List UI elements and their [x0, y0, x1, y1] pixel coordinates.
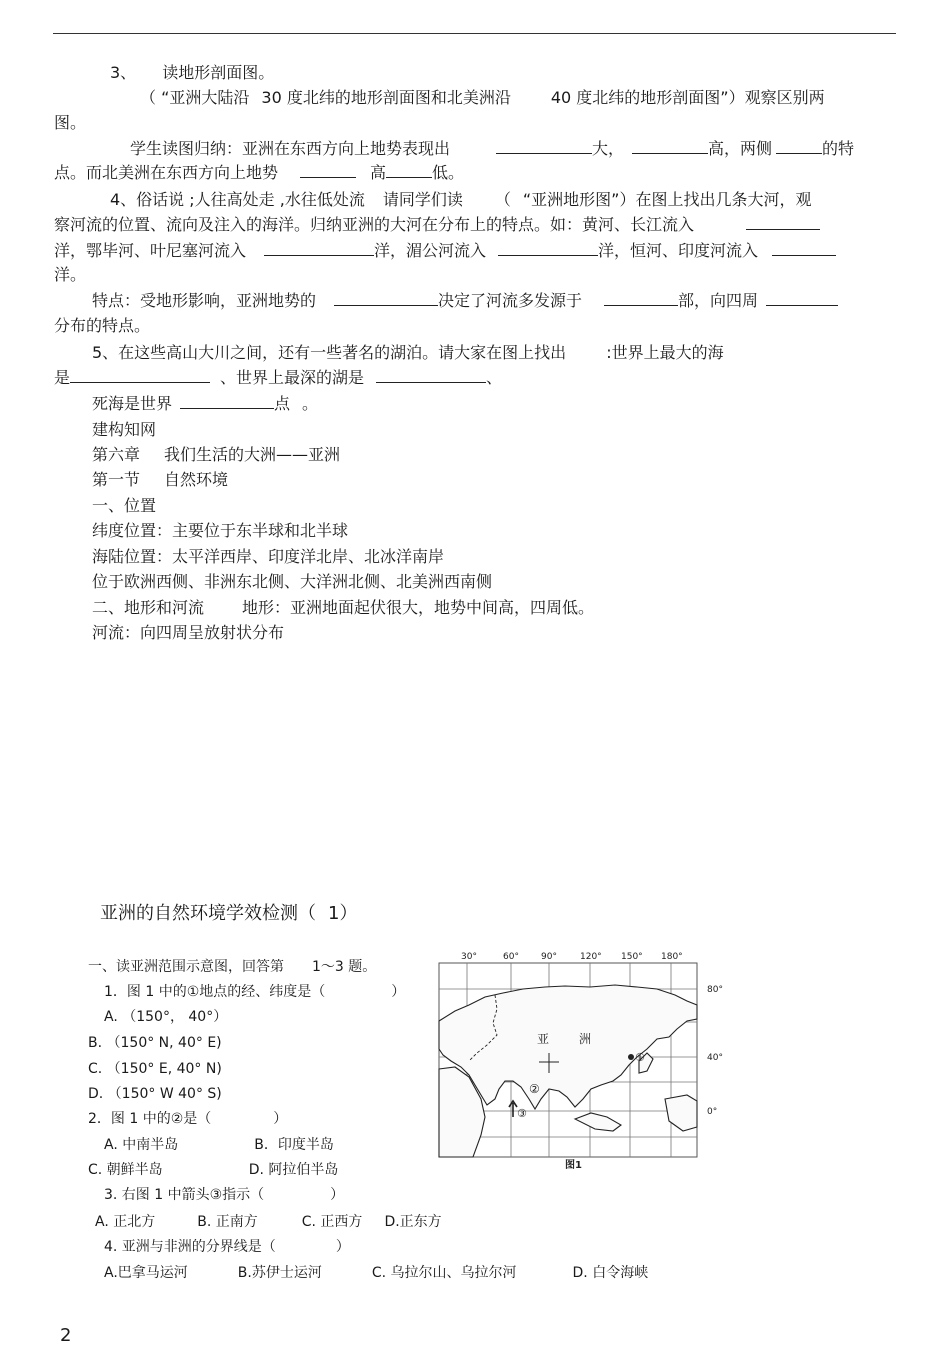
outline-latitude: 纬度位置：主要位于东半球和北半球	[92, 521, 349, 540]
test-q3-options: A. 正北方 B. 正南方 C. 正西方 D.正东方	[95, 1214, 442, 1230]
lat-label: 40°	[707, 1053, 723, 1063]
point-3-label: ③	[517, 1107, 527, 1120]
q4-line2: 察河流的位置、流向及注入的海洋。归纳亚洲的大河在分布上的特点。如：黄河、长江流入	[54, 215, 820, 235]
test-intro: 一、读亚洲范围示意图，回答第 1～3 题。	[88, 959, 377, 975]
test-q2-options-ab: A. 中南半岛 B．印度半岛	[104, 1137, 334, 1153]
lon-label: 150°	[621, 952, 643, 962]
asia-range-map	[425, 949, 736, 1170]
test-q1-option-a: A. （150°， 40°）	[104, 1009, 228, 1025]
outline-sea-land: 海陆位置：太平洋西岸、印度洋北岸、北冰洋南岸	[92, 547, 445, 566]
lat-label: 80°	[707, 985, 723, 995]
test-title: 亚洲的自然环境学效检测（ 1）	[100, 903, 358, 924]
test-q1-option-d: D. （150° W 40° S)	[88, 1086, 222, 1102]
point-1-label: ①	[635, 1051, 645, 1064]
outline-rivers: 河流：向四周呈放射状分布	[92, 623, 285, 642]
point-1-dot	[628, 1054, 634, 1060]
header-rule	[53, 33, 896, 34]
test-q1-option-b: B. （150° N, 40° E)	[88, 1035, 222, 1051]
knowledge-heading: 建构知网	[92, 420, 157, 439]
q4-line4: 洋。	[54, 265, 87, 284]
q3-description-cont: 图。	[54, 113, 87, 132]
test-q2-options-cd: C. 朝鲜半岛 D. 阿拉伯半岛	[88, 1162, 339, 1178]
lon-label: 120°	[580, 952, 602, 962]
asia-label-char-2: 洲	[579, 1032, 592, 1046]
test-q1: 1．图 1 中的①地点的经、纬度是（ ）	[104, 984, 406, 1000]
lon-label: 30°	[461, 952, 477, 962]
q4-line3: 洋，鄂毕河、叶尼塞河流入 洋，湄公河流入 洋，恒河、印度河流入	[54, 241, 836, 261]
map-caption: 图1	[565, 1160, 582, 1170]
q5-line2: 是 、世界上最深的湖是 、	[54, 368, 503, 387]
lon-label: 90°	[541, 952, 557, 962]
test-q4-options: A.巴拿马运河 B.苏伊士运河 C. 乌拉尔山、乌拉尔河 D. 白令海峡	[104, 1265, 649, 1281]
q5-line3: 死海是世界 点 。	[92, 394, 319, 413]
outline-terrain: 二、地形和河流 地形：亚洲地面起伏很大，地势中间高，四周低。	[92, 598, 595, 617]
q3-description: （ “亚洲大陆沿 30 度北纬的地形剖面图和北美洲沿 40 度北纬的地形剖面图”）观察区别两	[140, 88, 825, 107]
lon-label: 60°	[503, 952, 519, 962]
outline-position: 一、位置	[92, 496, 157, 515]
chapter-title: 第六章 我们生活的大洲——亚洲	[92, 445, 341, 464]
q3-title: 3、 读地形剖面图。	[110, 63, 275, 82]
q4-line1: 4、俗话说 ;人往高处走 ,水往低处流 请同学们读 （ “亚洲地形图”）在图上找出几条大河，观	[110, 190, 812, 209]
lon-label: 180°	[661, 952, 683, 962]
test-q2: 2．图 1 中的②是（ ）	[88, 1111, 288, 1127]
asia-label-char-1: 亚	[537, 1032, 550, 1046]
section-title: 第一节 自然环境	[92, 470, 229, 489]
point-2-label: ②	[529, 1082, 540, 1096]
q4-characteristics-cont: 分布的特点。	[54, 316, 151, 335]
page-number: 2	[60, 1325, 72, 1346]
q5-line1: 5、在这些高山大川之间，还有一些著名的湖泊。请大家在图上找出 :世界上最大的海	[92, 343, 724, 362]
q3-summary-line1: 学生读图归纳：亚洲在东西方向上地势表现出 大， 高，两侧 的特	[130, 139, 855, 158]
test-q4: 4. 亚洲与非洲的分界线是（ ）	[104, 1239, 350, 1255]
outline-neighbors: 位于欧洲西侧、非洲东北侧、大洋洲北侧、北美洲西南侧	[92, 572, 493, 591]
test-q3: 3. 右图 1 中箭头③指示（ ）	[104, 1187, 345, 1203]
q4-characteristics: 特点：受地形影响，亚洲地势的 决定了河流多发源于 部，向四周	[92, 291, 838, 311]
lat-label: 0°	[707, 1107, 718, 1117]
q3-summary-line2: 点。而北美洲在东西方向上地势 高 低。	[54, 163, 465, 182]
test-q1-option-c: C. （150° E, 40° N)	[88, 1061, 222, 1077]
